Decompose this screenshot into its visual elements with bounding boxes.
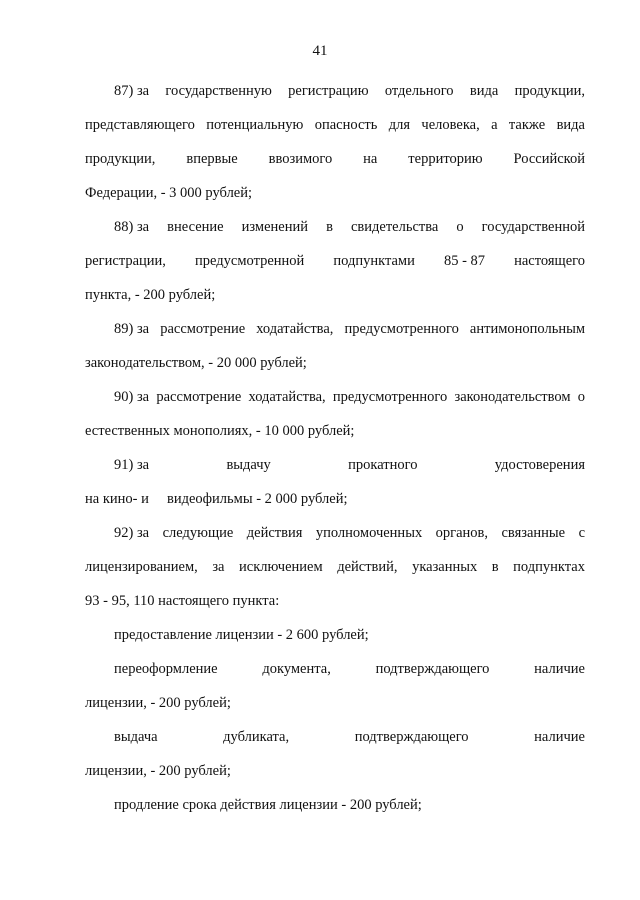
- word: о: [456, 219, 464, 235]
- text-line: Федерации, - 3 000 рублей;: [85, 185, 253, 201]
- word: следующие: [162, 525, 234, 541]
- word: 88) за: [114, 219, 150, 235]
- text-line: 93 - 95, 110 настоящего пункта:: [85, 593, 280, 609]
- text-line: законодательством, - 20 000 рублей;: [85, 355, 307, 371]
- text-line: лицензии, - 200 рублей;: [85, 695, 231, 711]
- text-line: [85, 557, 585, 577]
- word: указанных: [412, 559, 478, 575]
- word: антимонопольным: [469, 321, 585, 337]
- word: Российской: [513, 151, 585, 167]
- text-line: [85, 251, 585, 271]
- word: за: [212, 559, 225, 575]
- text-line: на кино- и видеофильмы - 2 000 рублей;: [85, 491, 348, 507]
- word: государственной: [481, 219, 585, 235]
- word: дубликата,: [223, 729, 290, 745]
- word: регистрацию: [288, 83, 369, 99]
- word: ходатайства,: [248, 389, 326, 405]
- word: переоформление: [114, 661, 218, 677]
- text-line: пункта, - 200 рублей;: [85, 287, 216, 303]
- word: территорию: [408, 151, 483, 167]
- word: 91) за: [114, 457, 150, 473]
- word: удостоверения: [494, 457, 585, 473]
- text-line: [85, 149, 585, 169]
- word: для: [388, 117, 411, 133]
- word: предусмотренного: [344, 321, 459, 337]
- word: регистрации,: [85, 253, 166, 269]
- page-number: 41: [312, 43, 328, 59]
- word: о: [577, 389, 585, 405]
- word: действий,: [337, 559, 398, 575]
- text-line: предоставление лицензии - 2 600 рублей;: [114, 627, 369, 643]
- word: рассмотрение: [156, 389, 242, 405]
- text-line: [114, 217, 585, 237]
- word: выдача: [114, 729, 158, 745]
- word: 87) за: [114, 83, 150, 99]
- word: свидетельства: [350, 219, 439, 235]
- word: опасность: [314, 117, 378, 133]
- word: продукции,: [85, 151, 156, 167]
- text-line: продление срока действия лицензии - 200 рублей;: [114, 797, 422, 813]
- word: вида: [556, 117, 585, 133]
- text-line: [114, 523, 585, 543]
- word: ввозимого: [268, 151, 333, 167]
- word: 92) за: [114, 525, 150, 541]
- word: подпунктах: [513, 559, 585, 575]
- word: на: [363, 151, 378, 167]
- text-line: [114, 727, 585, 747]
- word: представляющего: [85, 117, 195, 133]
- text-line: [85, 115, 585, 135]
- word: предусмотренного: [332, 389, 448, 405]
- word: в: [491, 559, 499, 575]
- word: впервые: [186, 151, 238, 167]
- text-line: [114, 455, 585, 475]
- text-line: [114, 659, 585, 679]
- word: потенциальную: [206, 117, 304, 133]
- word: вида: [469, 83, 499, 99]
- word: ходатайства,: [256, 321, 334, 337]
- word: 90) за: [114, 389, 150, 405]
- word: государственную: [165, 83, 272, 99]
- word: изменений: [241, 219, 309, 235]
- text-line: [114, 387, 585, 407]
- word: в: [326, 219, 333, 235]
- word: действия: [246, 525, 303, 541]
- word: законодательством: [454, 389, 571, 405]
- word: подтверждающего: [354, 729, 469, 745]
- word: подтверждающего: [375, 661, 490, 677]
- word: органов,: [435, 525, 489, 541]
- word: 85 - 87: [443, 253, 486, 269]
- word: а: [491, 117, 498, 133]
- word: документа,: [262, 661, 331, 677]
- word: уполномоченных: [315, 525, 423, 541]
- word: выдачу: [226, 457, 271, 473]
- word: настоящего: [514, 253, 585, 269]
- word: лицензированием,: [85, 559, 198, 575]
- word: отдельного: [384, 83, 454, 99]
- text-line: [114, 81, 585, 101]
- word: прокатного: [348, 457, 418, 473]
- word: наличие: [534, 661, 585, 677]
- word: подпунктами: [333, 253, 415, 269]
- word: 89) за: [114, 321, 150, 337]
- text-line: [114, 319, 585, 339]
- text-line: естественных монополиях, - 10 000 рублей;: [85, 423, 355, 439]
- word: человека,: [421, 117, 480, 133]
- word: предусмотренной: [195, 253, 305, 269]
- word: связанные: [501, 525, 566, 541]
- word: продукции,: [514, 83, 585, 99]
- word: наличие: [534, 729, 585, 745]
- word: внесение: [167, 219, 224, 235]
- word: также: [508, 117, 546, 133]
- word: с: [578, 525, 585, 541]
- text-line: лицензии, - 200 рублей;: [85, 763, 231, 779]
- word: исключением: [239, 559, 323, 575]
- word: рассмотрение: [160, 321, 246, 337]
